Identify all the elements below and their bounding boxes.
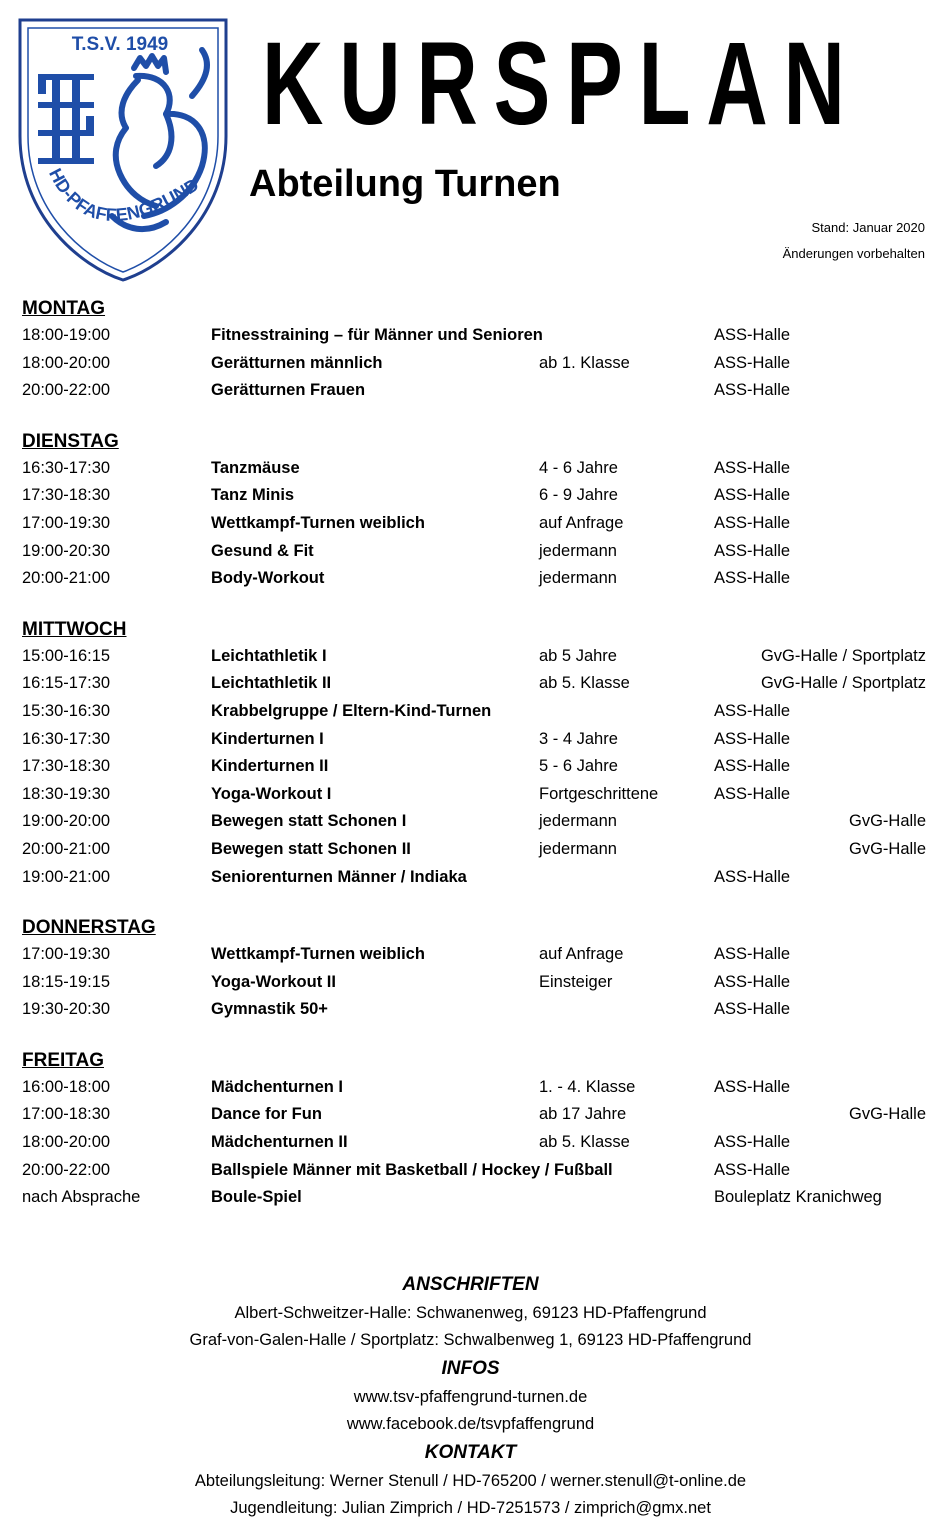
course-name: Bewegen statt Schonen II [211, 839, 411, 858]
course-place: ASS-Halle [714, 486, 791, 505]
course-row [22, 864, 926, 892]
course-row [22, 836, 926, 864]
course-row [22, 322, 926, 350]
course-row [22, 1101, 926, 1129]
course-time: 16:30-17:30 [22, 729, 111, 748]
course-group: jedermann [539, 812, 617, 831]
course-time: 18:15-19:15 [22, 972, 111, 991]
course-time: 20:00-22:00 [22, 381, 111, 400]
course-name: Wettkampf-Turnen weiblich [211, 513, 425, 532]
address-line: Graf-von-Galen-Halle / Sportplatz: Schwalbenweg 1, 69123 HD-Pfaffengrund [189, 1331, 752, 1349]
course-time: 19:00-20:30 [22, 541, 111, 560]
course-group: jedermann [539, 569, 617, 588]
course-row [22, 1129, 926, 1157]
course-group: 1. - 4. Klasse [539, 1077, 636, 1096]
day-heading: MITTWOCH [22, 618, 127, 640]
anschriften-heading: ANSCHRIFTEN [402, 1274, 539, 1295]
course-row [22, 1184, 926, 1212]
course-row [22, 1157, 926, 1185]
address-line: Albert-Schweitzer-Halle: Schwanenweg, 69123 HD-Pfaffengrund [234, 1304, 707, 1322]
changes-reserved-note: Änderungen vorbehalten [782, 246, 925, 261]
course-row [22, 482, 926, 510]
day-heading: DONNERSTAG [22, 917, 156, 939]
footer-info [0, 1270, 941, 1522]
course-name: Kinderturnen I [211, 729, 324, 748]
course-name: Leichtathletik II [211, 674, 332, 693]
course-place: ASS-Halle [714, 1077, 791, 1096]
course-name: Yoga-Workout I [211, 784, 332, 803]
course-group: jedermann [539, 541, 617, 560]
course-name: Wettkampf-Turnen weiblich [211, 945, 425, 964]
course-place: ASS-Halle [714, 972, 791, 991]
course-time: 18:30-19:30 [22, 784, 111, 803]
course-place: ASS-Halle [714, 353, 791, 372]
course-time: 18:00-20:00 [22, 1133, 111, 1152]
course-row [22, 1074, 926, 1102]
course-time: 18:00-19:00 [22, 326, 111, 344]
crest-shield-outline [20, 20, 226, 280]
day-section-mittwoch [22, 617, 926, 891]
course-row [22, 538, 926, 566]
course-row [22, 377, 926, 405]
course-group: 6 - 9 Jahre [539, 486, 618, 505]
course-row [22, 753, 926, 781]
course-place: ASS-Halle [714, 701, 791, 720]
course-row [22, 969, 926, 997]
course-time: 16:15-17:30 [22, 674, 111, 693]
course-place: ASS-Halle [714, 784, 791, 803]
course-place: ASS-Halle [714, 458, 791, 477]
course-time: 16:30-17:30 [22, 458, 111, 477]
course-place: GvG-Halle [848, 812, 926, 831]
course-row [22, 698, 926, 726]
tsv-crest-logo [16, 16, 230, 284]
facebook-link[interactable]: www.facebook.de/tsvpfaffengrund [346, 1415, 595, 1433]
course-time: 17:30-18:30 [22, 486, 111, 505]
course-group: 5 - 6 Jahre [539, 757, 618, 776]
course-place: ASS-Halle [714, 1160, 791, 1179]
crest-bottom-text: HD-PFAFFENGRUND [45, 165, 203, 226]
course-place: ASS-Halle [714, 867, 791, 886]
course-row [22, 996, 926, 1024]
course-place: ASS-Halle [714, 1133, 791, 1152]
course-place: ASS-Halle [714, 729, 791, 748]
page-title: KURSPLAN [262, 18, 861, 150]
course-time: 18:00-20:00 [22, 353, 111, 372]
course-time: 20:00-21:00 [22, 839, 111, 858]
course-name: Tanzmäuse [211, 458, 300, 477]
course-row [22, 726, 926, 754]
course-name: Gesund & Fit [211, 541, 314, 560]
day-section-montag [22, 296, 926, 405]
course-place: ASS-Halle [714, 1000, 791, 1019]
course-name: Mädchenturnen I [211, 1077, 344, 1096]
course-time: 17:00-19:30 [22, 513, 111, 532]
course-row [22, 510, 926, 538]
course-place: ASS-Halle [714, 513, 791, 532]
course-group: 4 - 6 Jahre [539, 458, 618, 477]
course-schedule [22, 296, 926, 1236]
course-place: ASS-Halle [714, 757, 791, 776]
course-group: Fortgeschrittene [539, 784, 659, 803]
course-name: Krabbelgruppe / Eltern-Kind-Turnen [211, 701, 492, 720]
course-time: 19:00-20:00 [22, 812, 111, 831]
course-group: ab 5. Klasse [539, 674, 630, 693]
course-time: 19:00-21:00 [22, 867, 111, 886]
course-place: GvG-Halle / Sportplatz [760, 674, 926, 693]
course-place: GvG-Halle [848, 1105, 926, 1124]
course-time: nach Absprache [22, 1188, 141, 1207]
day-section-donnerstag [22, 915, 926, 1024]
course-group: 3 - 4 Jahre [539, 729, 618, 748]
course-name: Kinderturnen II [211, 757, 329, 776]
day-heading: DIENSTAG [22, 430, 119, 452]
course-place: ASS-Halle [714, 541, 791, 560]
course-row [22, 808, 926, 836]
course-place: ASS-Halle [714, 569, 791, 588]
course-name: Gerätturnen männlich [211, 353, 383, 372]
course-name: Body-Workout [211, 569, 325, 588]
course-place: ASS-Halle [714, 381, 791, 400]
course-group: auf Anfrage [539, 513, 624, 532]
course-name: Gymnastik 50+ [211, 1000, 328, 1019]
course-place: GvG-Halle / Sportplatz [760, 646, 926, 665]
course-time: 17:30-18:30 [22, 757, 111, 776]
kontakt-heading: KONTAKT [424, 1442, 517, 1463]
course-name: Seniorenturnen Männer / Indiaka [211, 867, 467, 886]
course-name: Fitnesstraining – für Männer und Senioren [211, 326, 543, 344]
course-row [22, 670, 926, 698]
course-place: Bouleplatz Kranichweg [714, 1188, 882, 1207]
website-link[interactable]: www.tsv-pfaffengrund-turnen.de [353, 1388, 588, 1406]
course-group: ab 1. Klasse [539, 353, 630, 372]
day-section-dienstag [22, 429, 926, 593]
course-place: ASS-Halle [714, 326, 791, 344]
course-time: 15:30-16:30 [22, 701, 111, 720]
day-heading: MONTAG [22, 298, 106, 319]
contact-line: Abteilungsleitung: Werner Stenull / HD-765200 / werner.stenull@t-online.de [194, 1472, 747, 1490]
course-name: Tanz Minis [211, 486, 295, 505]
course-time: 16:00-18:00 [22, 1077, 111, 1096]
course-name: Yoga-Workout II [211, 972, 336, 991]
course-group: ab 5 Jahre [539, 646, 617, 665]
course-row [22, 455, 926, 483]
course-time: 20:00-21:00 [22, 569, 111, 588]
course-place: ASS-Halle [714, 945, 791, 964]
stand-date: Stand: Januar 2020 [811, 220, 925, 235]
course-time: 19:30-20:30 [22, 1000, 111, 1019]
course-group: ab 5. Klasse [539, 1133, 630, 1152]
course-name: Leichtathletik I [211, 646, 327, 665]
course-group: jedermann [539, 839, 617, 858]
course-name: Boule-Spiel [211, 1188, 302, 1207]
course-row [22, 941, 926, 969]
course-time: 17:00-19:30 [22, 945, 111, 964]
course-time: 15:00-16:15 [22, 646, 111, 665]
course-row [22, 643, 926, 671]
course-row [22, 350, 926, 378]
contact-line: Jugendleitung: Julian Zimprich / HD-7251573 / zimprich@gmx.net [230, 1499, 711, 1517]
course-name: Bewegen statt Schonen I [211, 812, 407, 831]
day-heading: FREITAG [22, 1049, 104, 1071]
crest-top-text: T.S.V. 1949 [71, 34, 169, 55]
infos-heading: INFOS [441, 1358, 500, 1379]
course-name: Dance for Fun [211, 1105, 322, 1124]
day-section-freitag [22, 1048, 926, 1212]
course-group: auf Anfrage [539, 945, 624, 964]
course-group: ab 17 Jahre [539, 1105, 627, 1124]
course-row [22, 781, 926, 809]
page-subtitle: Abteilung Turnen [249, 163, 561, 205]
course-name: Mädchenturnen II [211, 1133, 348, 1152]
course-time: 17:00-18:30 [22, 1105, 111, 1124]
course-name: Ballspiele Männer mit Basketball / Hockey / Fußball [211, 1160, 613, 1179]
course-group: Einsteiger [539, 972, 613, 991]
course-place: GvG-Halle [848, 839, 926, 858]
course-time: 20:00-22:00 [22, 1160, 111, 1179]
course-row [22, 565, 926, 593]
course-name: Gerätturnen Frauen [211, 381, 366, 400]
